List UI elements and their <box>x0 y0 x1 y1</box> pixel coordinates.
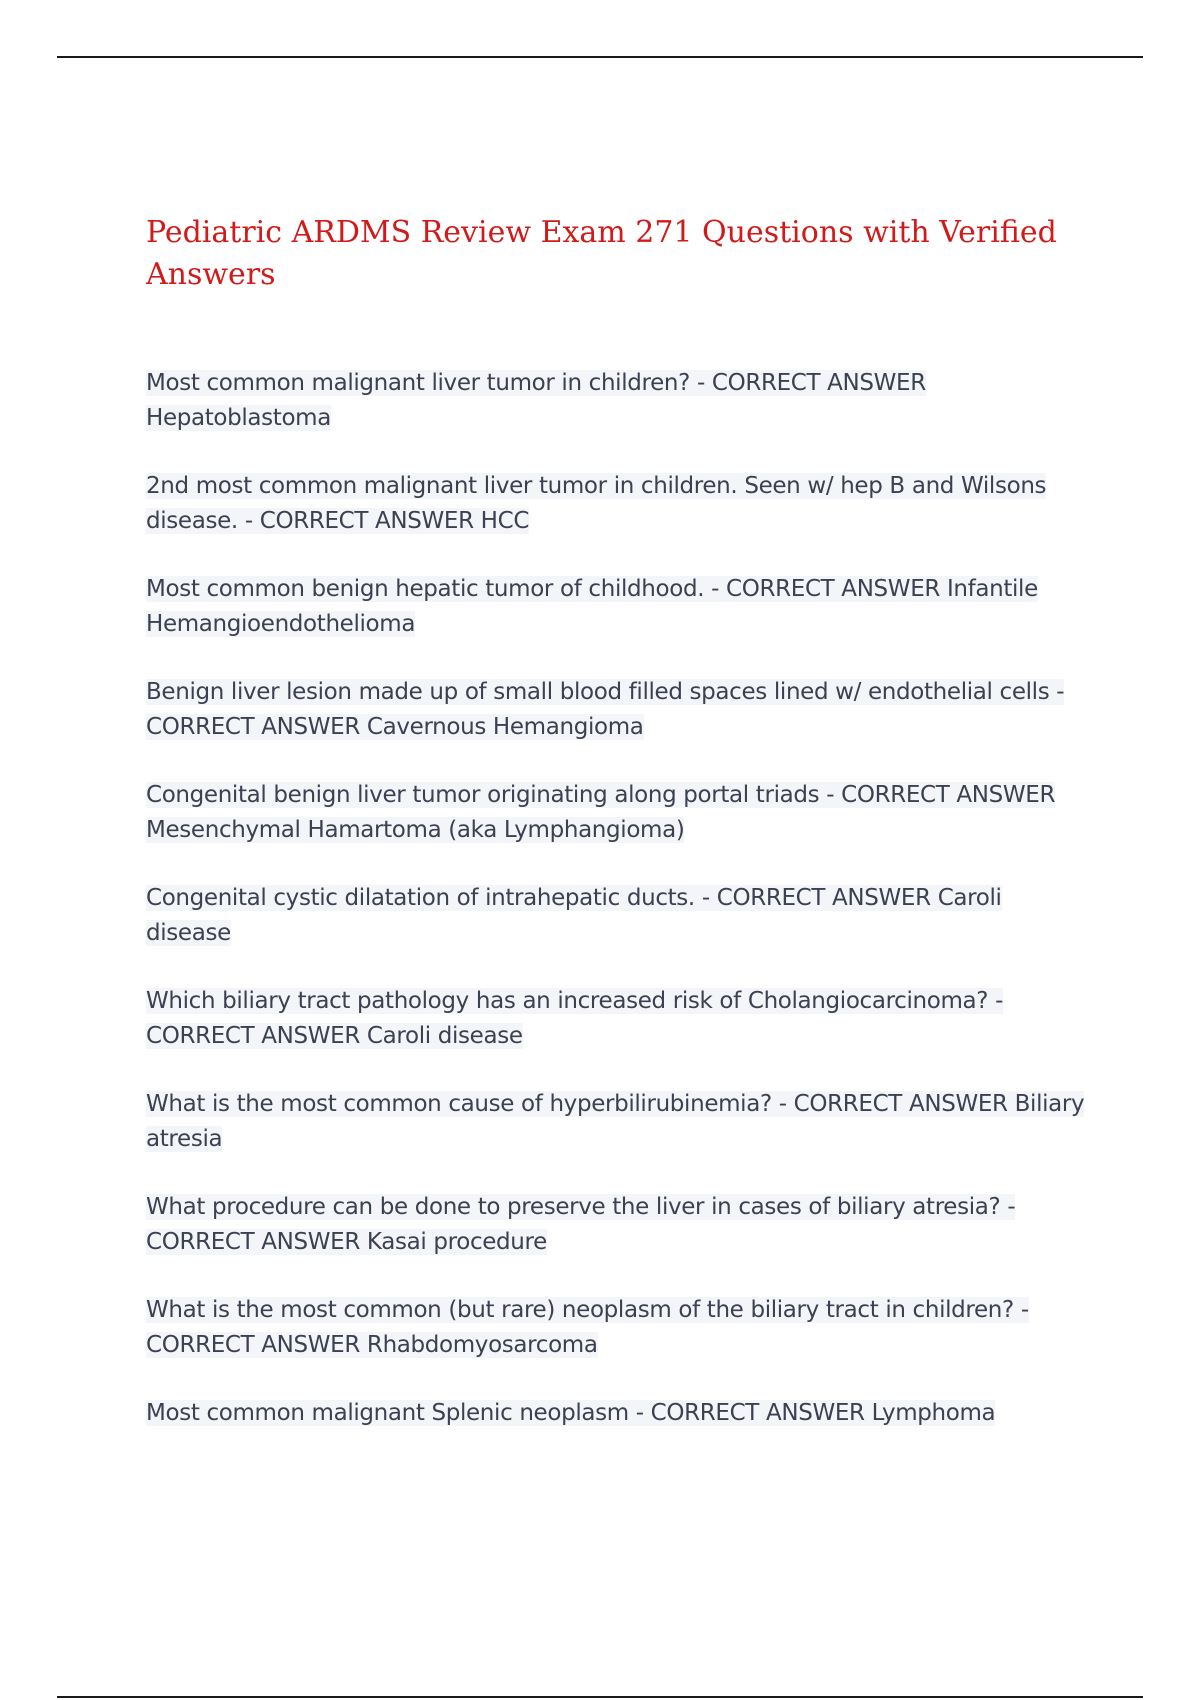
qa-list <box>146 366 1086 1465</box>
qa-text: What procedure can be done to preserve the liver in cases of biliary atresia? - CORRECT ANSWER Kasai procedure <box>146 1194 1016 1255</box>
qa-text: What is the most common cause of hyperbilirubinemia? - CORRECT ANSWER Biliary atresia <box>146 1091 1085 1152</box>
qa-item <box>146 469 1086 538</box>
qa-text: Congenital benign liver tumor originating along portal triads - CORRECT ANSWER Mesenchymal Hamartoma (aka Lymphangioma) <box>146 782 1056 843</box>
qa-text: Benign liver lesion made up of small blood filled spaces lined w/ endothelial cells - CORRECT ANSWER Cavernous Hemangioma <box>146 679 1065 740</box>
qa-item <box>146 778 1086 847</box>
qa-item <box>146 1396 1086 1431</box>
qa-text: Most common malignant Splenic neoplasm - CORRECT ANSWER Lymphoma <box>146 1400 996 1426</box>
footer-rule <box>57 1696 1143 1698</box>
header-rule <box>57 56 1143 58</box>
qa-item <box>146 984 1086 1053</box>
qa-item <box>146 366 1086 435</box>
qa-item <box>146 675 1086 744</box>
qa-text: Most common benign hepatic tumor of childhood. - CORRECT ANSWER Infantile Hemangioendothelioma <box>146 576 1038 637</box>
qa-item <box>146 1087 1086 1156</box>
qa-text: Most common malignant liver tumor in children? - CORRECT ANSWER Hepatoblastoma <box>146 370 926 431</box>
qa-text: 2nd most common malignant liver tumor in children. Seen w/ hep B and Wilsons disease. - CORRECT ANSWER HCC <box>146 473 1047 534</box>
qa-text: What is the most common (but rare) neoplasm of the biliary tract in children? - CORRECT ANSWER Rhabdomyosarcoma <box>146 1297 1029 1358</box>
document-title: Pediatric ARDMS Review Exam 271 Questions with Verified Answers <box>146 215 1057 292</box>
qa-item <box>146 881 1086 950</box>
qa-text: Congenital cystic dilatation of intrahepatic ducts. - CORRECT ANSWER Caroli disease <box>146 885 1002 946</box>
qa-item <box>146 572 1086 641</box>
qa-text: Which biliary tract pathology has an increased risk of Cholangiocarcinoma? - CORRECT ANSWER Caroli disease <box>146 988 1004 1049</box>
qa-item <box>146 1293 1086 1362</box>
qa-item <box>146 1190 1086 1259</box>
